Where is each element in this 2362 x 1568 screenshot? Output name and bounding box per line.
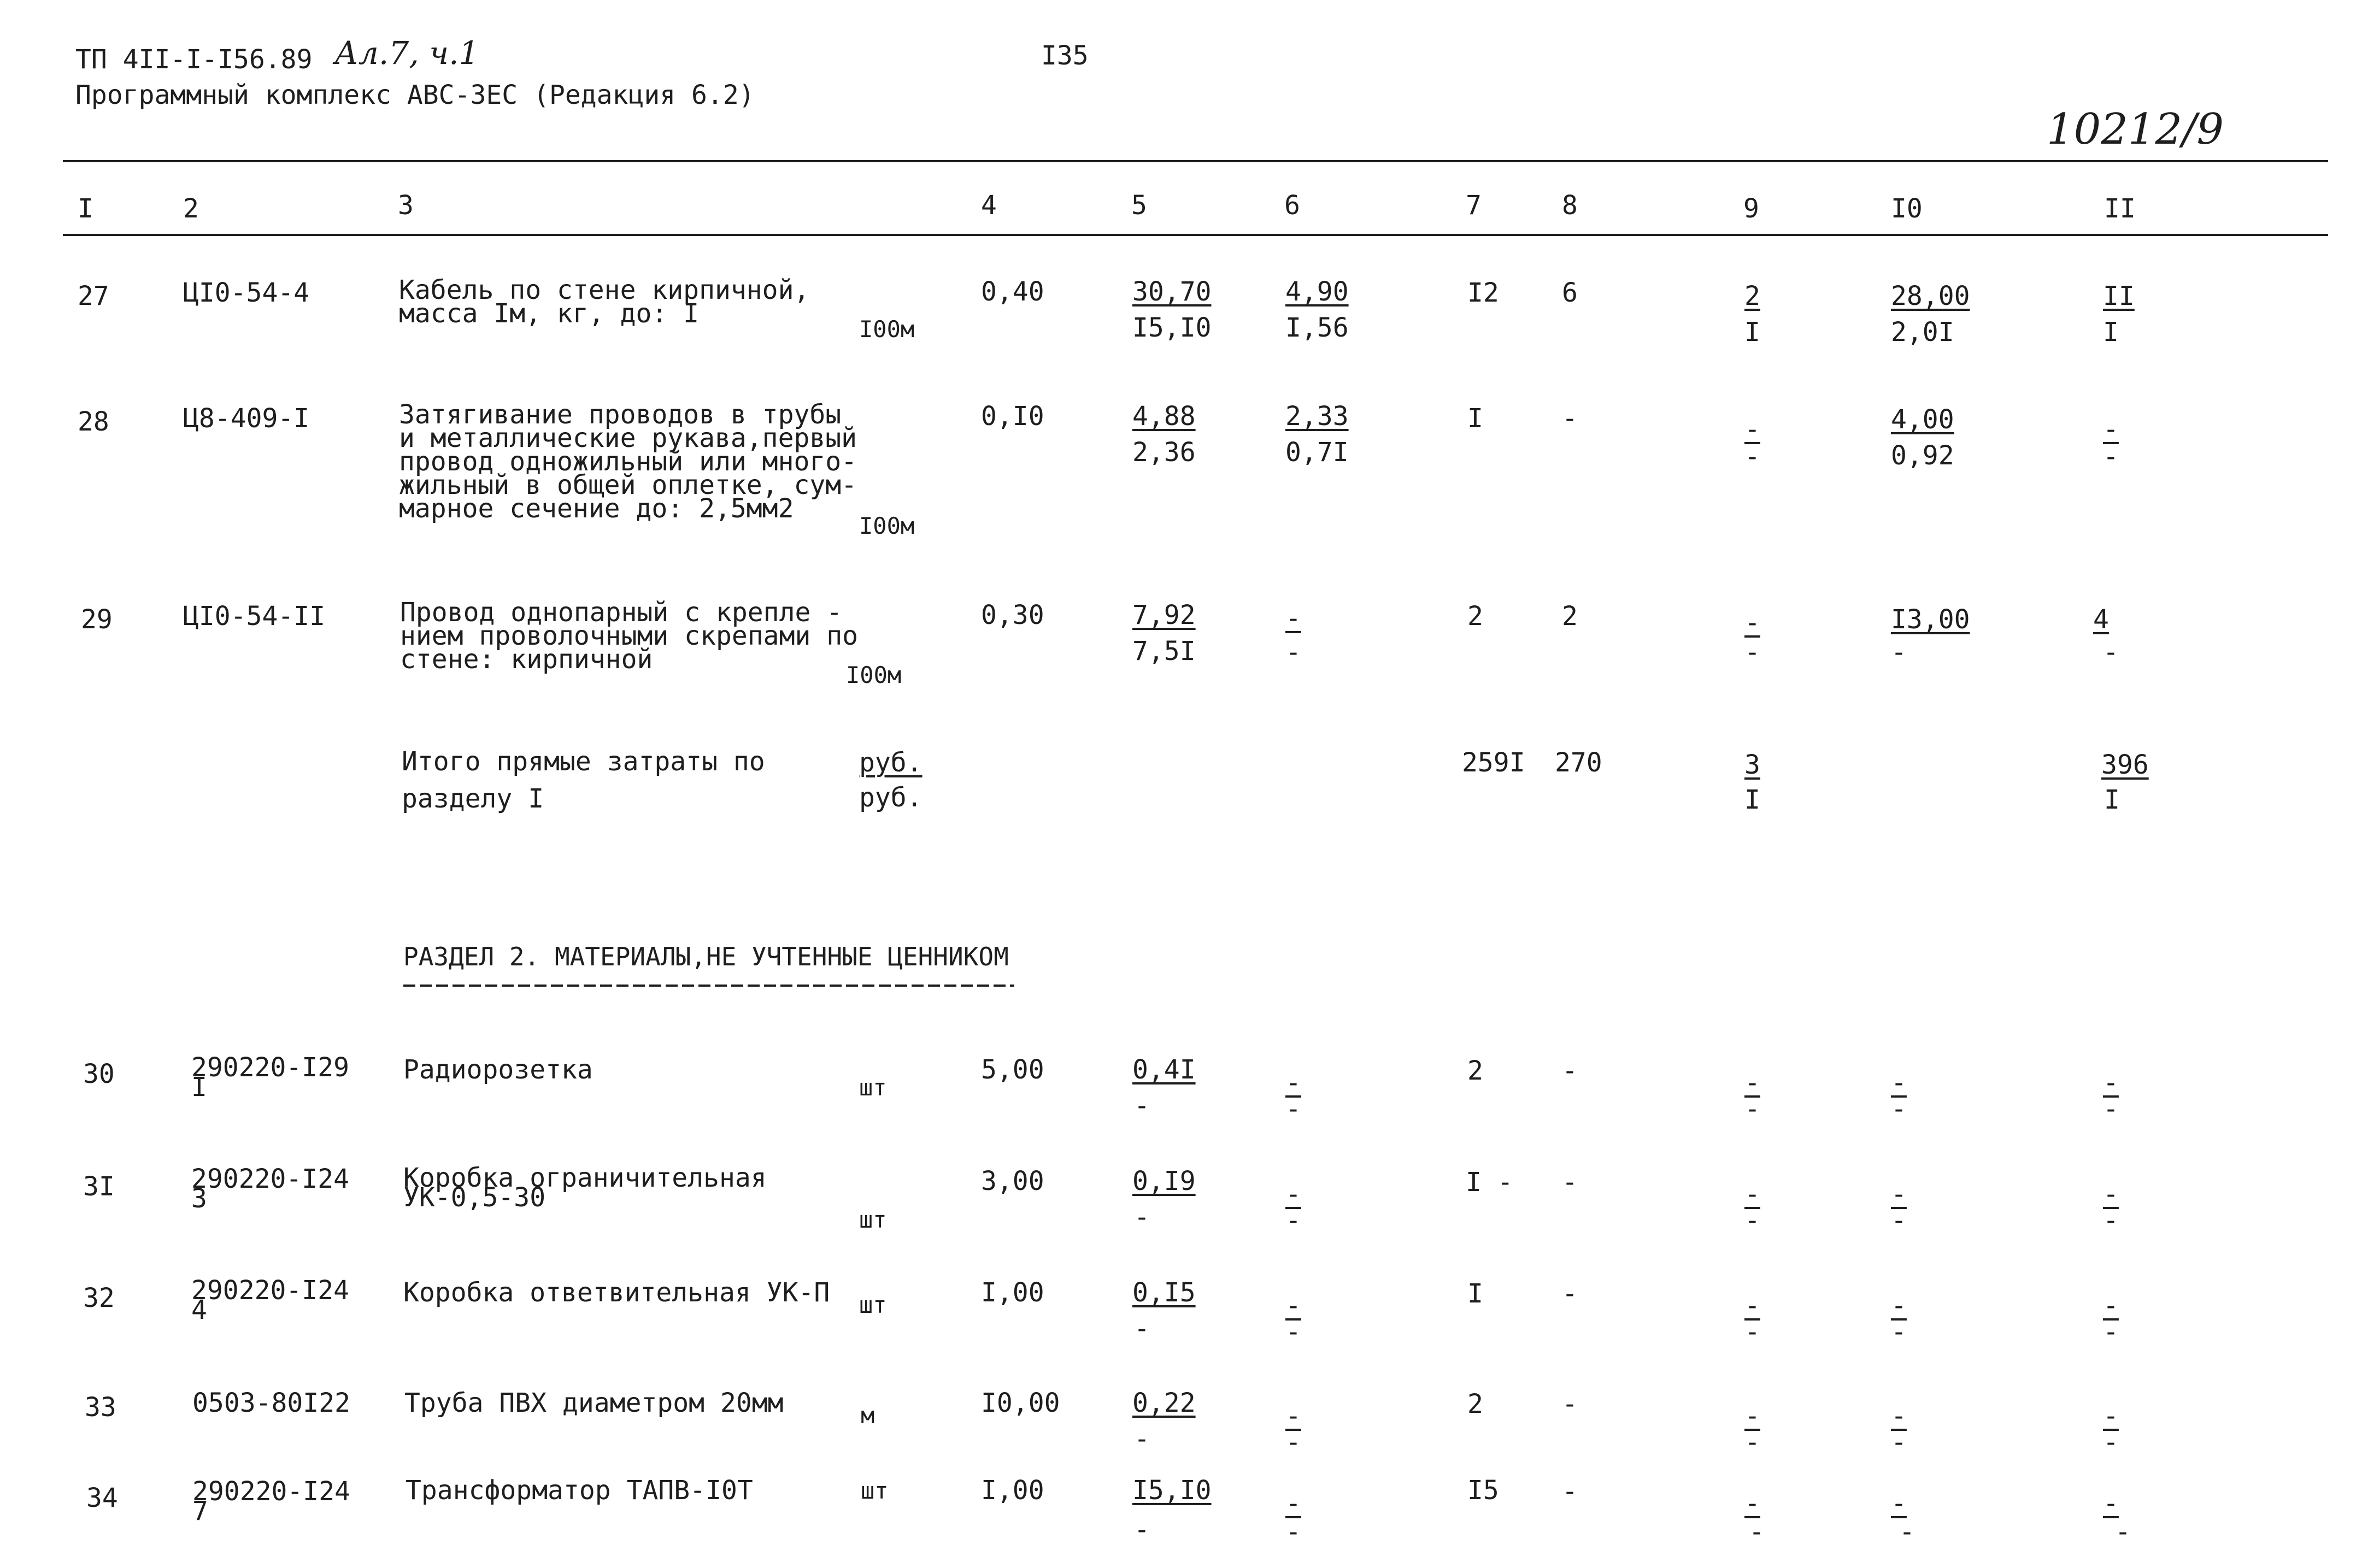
row-c10-bottom: - xyxy=(1891,1317,1907,1347)
row-c10-top: - xyxy=(1891,1401,1907,1431)
row-c6-top: - xyxy=(1285,1179,1301,1210)
stamp-number: 10212/9 xyxy=(2047,105,2224,154)
row-c11-bottom: I xyxy=(2103,317,2119,347)
row-c9-bottom: - xyxy=(1744,1205,1760,1236)
row-c7: 2 xyxy=(1467,1056,1483,1086)
row-c9-top: - xyxy=(1744,1290,1760,1321)
doc-subtitle: Программный комплекс АВС-3ЕС (Редакция 6.2) xyxy=(75,80,755,110)
row-c7: 2 xyxy=(1467,1389,1483,1419)
row-c11-top: - xyxy=(2103,1290,2119,1321)
row-no: 3I xyxy=(83,1171,115,1202)
row-no: 27 xyxy=(78,281,109,311)
row-c5-top: 0,4I xyxy=(1132,1054,1196,1085)
row-c9-top: - xyxy=(1744,1179,1760,1210)
row-c10-top: - xyxy=(1891,1290,1907,1321)
row-c6-bottom: - xyxy=(1285,1517,1301,1547)
row-c7: I5 xyxy=(1467,1475,1499,1506)
row-unit: I00м xyxy=(859,316,915,343)
row-c8: 2 xyxy=(1562,601,1578,632)
row-c10-top: 28,00 xyxy=(1891,281,1970,311)
row-c5-bottom: I5,I0 xyxy=(1132,313,1212,343)
row-code: ЦI0-54-II xyxy=(183,601,326,632)
col-header-3: 3 xyxy=(398,190,414,221)
row-c6-top: 2,33 xyxy=(1285,401,1349,432)
row-description: Коробка ограничительная УК-0,5-30 xyxy=(403,1163,767,1213)
section2-title: РАЗДЕЛ 2. МАТЕРИАЛЫ,НЕ УЧТЕННЫЕ ЦЕННИКОМ xyxy=(403,942,1009,971)
row-c11-top: - xyxy=(2103,1179,2119,1210)
row-c11-bottom: - xyxy=(2103,637,2119,668)
row-unit: I00м xyxy=(859,512,915,539)
row-unit: шт xyxy=(859,1206,887,1233)
row-c11-top: 4 xyxy=(2093,604,2109,635)
row-c11-bottom: - xyxy=(2115,1517,2131,1547)
row-code: 290220-I24 4 xyxy=(191,1275,349,1325)
row-quantity: 3,00 xyxy=(981,1166,1044,1196)
row-quantity: I,00 xyxy=(981,1277,1044,1308)
col-header-2: 2 xyxy=(183,193,199,224)
row-c9-top: - xyxy=(1744,1401,1760,1431)
row-c6-top: - xyxy=(1285,1068,1301,1098)
row-c6-bottom: 0,7I xyxy=(1285,437,1349,468)
col-header-4: 4 xyxy=(981,190,997,221)
row-c8: - xyxy=(1562,1167,1578,1198)
row-c10-top: - xyxy=(1891,1488,1907,1519)
row-c6-bottom: - xyxy=(1285,1205,1301,1236)
total-c11-bottom: I xyxy=(2104,785,2120,815)
col-header-7: 7 xyxy=(1466,190,1482,221)
row-c5-bottom: - xyxy=(1134,1090,1150,1121)
row-c7: I2 xyxy=(1467,278,1499,308)
row-c8: - xyxy=(1562,1056,1578,1086)
row-c7: I xyxy=(1467,403,1483,434)
row-c8: - xyxy=(1562,1476,1578,1507)
row-c11-top: - xyxy=(2103,414,2119,445)
row-quantity: I0,00 xyxy=(981,1388,1060,1418)
row-c5-top: I5,I0 xyxy=(1132,1475,1212,1506)
row-code: 290220-I24 7 xyxy=(192,1476,350,1526)
col-header-5: 5 xyxy=(1131,190,1147,221)
row-c10-bottom: 0,92 xyxy=(1891,440,1954,471)
row-c9-top: - xyxy=(1744,608,1760,638)
row-unit: I00м xyxy=(846,662,902,688)
row-c9-top: - xyxy=(1744,1068,1760,1098)
row-c5-top: 4,88 xyxy=(1132,401,1196,432)
col-header-1: I xyxy=(78,193,93,224)
row-c7: I - xyxy=(1466,1167,1513,1198)
row-c9-bottom: - xyxy=(1744,1427,1760,1458)
row-description: Трансформатор ТАПВ-I0Т xyxy=(406,1475,753,1506)
total-c8: 270 xyxy=(1555,747,1602,778)
row-description: Затягивание проводов в трубы и металлические рукава,первый провод одножильный или много- жильный в общей оплетке, сум- марное сечение до: 2,5мм2 xyxy=(399,399,857,524)
row-c10-top: I3,00 xyxy=(1891,604,1970,635)
row-c5-bottom: 2,36 xyxy=(1132,437,1196,468)
handwritten-ref: Ал.7, ч.1 xyxy=(334,34,479,72)
row-c8: - xyxy=(1562,1278,1578,1309)
row-c10-bottom: - xyxy=(1891,637,1907,668)
col-header-11: II xyxy=(2104,193,2136,224)
row-no: 30 xyxy=(83,1059,115,1089)
row-c6-top: 4,90 xyxy=(1285,276,1349,307)
row-c9-top: - xyxy=(1744,414,1760,445)
row-description: Труба ПВХ диаметром 20мм xyxy=(404,1388,784,1418)
total-c9-top: 3 xyxy=(1744,750,1760,780)
col-header-6: 6 xyxy=(1284,190,1300,221)
row-c9-bottom: I xyxy=(1744,317,1760,347)
row-c5-bottom: - xyxy=(1134,1514,1150,1545)
row-no: 32 xyxy=(83,1283,115,1313)
page-number: I35 xyxy=(1041,40,1089,71)
row-unit: шт xyxy=(859,1074,887,1101)
row-c9-bottom: - xyxy=(1744,637,1760,668)
row-c10-bottom: - xyxy=(1891,1205,1907,1236)
row-c11-top: - xyxy=(2103,1068,2119,1098)
row-c10-top: - xyxy=(1891,1068,1907,1098)
row-c8: - xyxy=(1562,403,1578,434)
total-c11-top: 396 xyxy=(2101,750,2149,780)
row-c11-bottom: - xyxy=(2103,1205,2119,1236)
section2-title-underline xyxy=(403,985,1014,987)
row-c9-bottom: - xyxy=(1749,1517,1765,1547)
doc-code: ТП 4II-I-I56.89 xyxy=(75,44,313,75)
col-header-9: 9 xyxy=(1743,193,1759,224)
row-no: 33 xyxy=(85,1392,116,1423)
row-c6-top: - xyxy=(1285,1488,1301,1519)
total-unit-1: руб. xyxy=(859,747,923,778)
row-c11-top: II xyxy=(2103,281,2135,311)
row-code: 290220-I24 3 xyxy=(191,1164,349,1214)
total-c7: 259I xyxy=(1462,747,1525,778)
row-c9-bottom: - xyxy=(1744,441,1760,472)
row-quantity: 0,40 xyxy=(981,276,1044,307)
row-c5-top: 0,I5 xyxy=(1132,1277,1196,1308)
row-unit: шт xyxy=(859,1292,887,1318)
row-c5-bottom: - xyxy=(1134,1313,1150,1344)
row-code: 0503-80I22 xyxy=(192,1388,350,1418)
row-c5-top: 0,22 xyxy=(1132,1388,1196,1418)
row-c6-top: - xyxy=(1285,603,1301,634)
row-c5-top: 30,70 xyxy=(1132,276,1212,307)
row-unit: м xyxy=(861,1402,875,1429)
row-c6-bottom: - xyxy=(1285,1094,1301,1124)
total-unit-2: руб. xyxy=(859,782,923,813)
row-c8: - xyxy=(1562,1389,1578,1419)
row-c5-bottom: 7,5I xyxy=(1132,636,1196,667)
row-c8: 6 xyxy=(1562,278,1578,308)
total-label-line2: разделу I xyxy=(402,783,544,814)
row-c10-top: 4,00 xyxy=(1891,404,1954,435)
row-c5-top: 7,92 xyxy=(1132,600,1196,630)
row-code: Ц8-409-I xyxy=(183,403,310,434)
row-unit: шт xyxy=(861,1477,889,1504)
col-header-8: 8 xyxy=(1562,190,1578,221)
row-c11-bottom: - xyxy=(2103,1427,2119,1458)
row-c11-bottom: - xyxy=(2103,1317,2119,1347)
row-c10-top: - xyxy=(1891,1179,1907,1210)
row-c5-bottom: - xyxy=(1134,1424,1150,1454)
row-c10-bottom: - xyxy=(1891,1094,1907,1124)
row-c11-bottom: - xyxy=(2103,441,2119,472)
row-c11-top: - xyxy=(2103,1401,2119,1431)
row-description: Провод однопарный с крепле - нием проволочными скрепами по стене: кирпичной xyxy=(400,597,859,675)
row-c11-bottom: - xyxy=(2103,1094,2119,1124)
row-description: Коробка ответвительная УК-П xyxy=(403,1277,830,1308)
row-c9-top: 2 xyxy=(1744,281,1760,311)
row-c6-bottom: I,56 xyxy=(1285,313,1349,343)
row-c7: I xyxy=(1467,1278,1483,1309)
row-c5-bottom: - xyxy=(1134,1202,1150,1233)
row-quantity: 0,30 xyxy=(981,600,1044,630)
row-c6-bottom: - xyxy=(1285,1427,1301,1458)
row-c6-bottom: - xyxy=(1285,637,1301,668)
row-quantity: I,00 xyxy=(981,1475,1044,1506)
row-c7: 2 xyxy=(1467,601,1483,632)
row-description: Радиорозетка xyxy=(403,1054,593,1085)
row-code: ЦI0-54-4 xyxy=(183,278,310,308)
row-c10-bottom: 2,0I xyxy=(1891,317,1954,347)
row-quantity: 0,I0 xyxy=(981,401,1044,432)
total-label-line1: Итого прямые затраты по xyxy=(402,746,765,777)
total-c9-bottom: I xyxy=(1744,785,1760,815)
row-quantity: 5,00 xyxy=(981,1054,1044,1085)
row-c10-bottom: - xyxy=(1891,1427,1907,1458)
row-c9-top: - xyxy=(1744,1488,1760,1519)
row-no: 34 xyxy=(86,1483,118,1513)
row-c6-bottom: - xyxy=(1285,1317,1301,1347)
row-c9-bottom: - xyxy=(1744,1094,1760,1124)
row-no: 28 xyxy=(78,406,109,437)
row-no: 29 xyxy=(81,604,113,635)
row-c6-top: - xyxy=(1285,1290,1301,1321)
header-rule-top xyxy=(63,160,2328,162)
row-code: 290220-I29 I xyxy=(191,1052,349,1103)
row-c10-bottom: - xyxy=(1899,1517,1915,1547)
row-c11-top: - xyxy=(2103,1488,2119,1519)
header-rule-bottom xyxy=(63,234,2328,236)
row-c6-top: - xyxy=(1285,1401,1301,1431)
row-c5-top: 0,I9 xyxy=(1132,1166,1196,1196)
row-c9-bottom: - xyxy=(1744,1317,1760,1347)
col-header-10: I0 xyxy=(1891,193,1923,224)
row-description: Кабель по стене кирпичной, масса Iм, кг, до: I xyxy=(399,275,810,329)
